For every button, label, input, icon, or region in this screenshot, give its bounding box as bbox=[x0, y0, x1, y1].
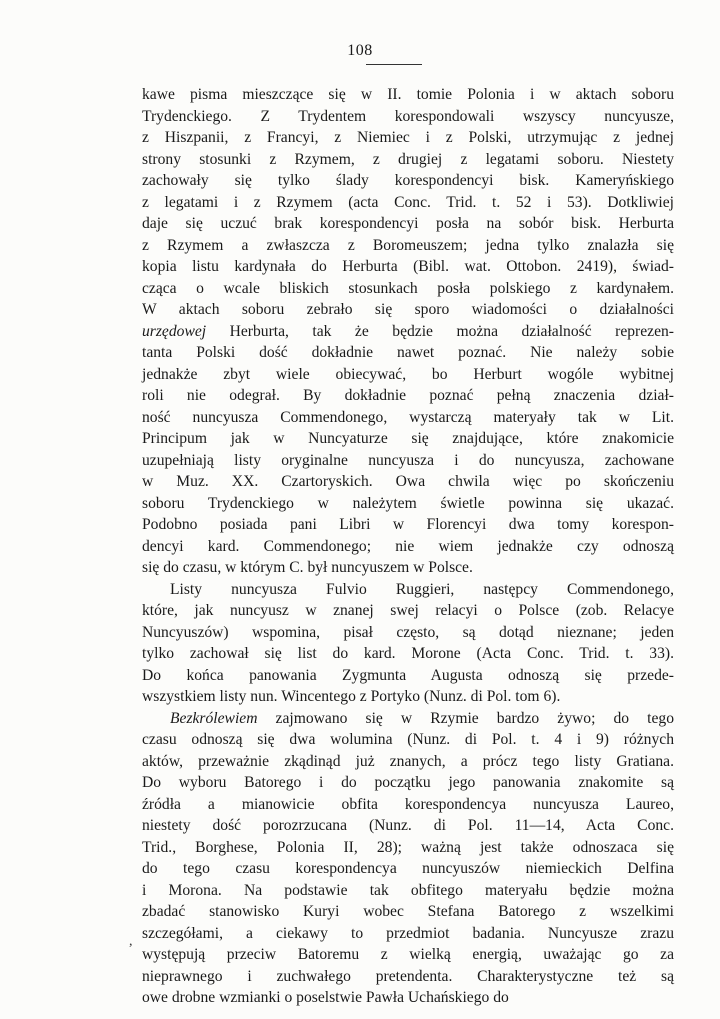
text-line: tanta Polski dość dokładnie nawet poznać. Nie należy sobie bbox=[142, 344, 674, 361]
text-line: dencyi kard. Commendonego; nie wiem jednakże czy odnoszą bbox=[142, 537, 674, 555]
text-line: owe drobne wzmianki o poselstwie Pawła Uchańskiego do bbox=[142, 989, 509, 1006]
text-line: występują przeciw Batoremu z wielką energią, uważając go za bbox=[142, 946, 674, 963]
text-line: cząca o wcale bliskich stosunkach posła polskiego z kardynałem. bbox=[142, 279, 674, 297]
text-line bbox=[142, 321, 674, 343]
text-line: Nuncyuszów) wspomina, pisał często, są dotąd nieznane; jeden bbox=[142, 623, 674, 641]
text-line: zbadać stanowisko Kuryi wobec Stefana Batorego z wszelkimi bbox=[142, 903, 674, 920]
text-line: źródła a mianowicie obfita korespondencya nuncyusza Laureo, bbox=[142, 795, 674, 813]
text-line: Trydenckiego. Z Trydentem korespondowali wszyscy nuncyusze, bbox=[142, 107, 674, 125]
text-line: z Hiszpanii, z Francyi, z Niemiec i z Polski, utrzymując z jednej bbox=[142, 129, 674, 146]
text-line: czasu odnoszą się dwa wolumina (Nunz. di Pol. t. 4 i 9) różnych bbox=[142, 731, 674, 748]
text-line: Podobno posiada pani Libri w Florencyi dwa tomy korespon- bbox=[142, 516, 674, 533]
text-line: uzupełniają listy oryginalne nuncyusza i do nuncyusza, zachowane bbox=[142, 451, 674, 469]
emphasized-term: urzędowej bbox=[142, 322, 207, 340]
text-line: które, jak nuncyusz w znanej swej relacyi o Polsce (zob. Relacye bbox=[142, 602, 674, 619]
text-line: kawe pisma mieszczące się w II. tomie Polonia i w aktach soboru bbox=[142, 86, 674, 103]
page-number-rule bbox=[366, 64, 422, 65]
text-line: Do wyboru Batorego i do początku jego panowania znakomite są bbox=[142, 774, 674, 791]
text-line: Listy nuncyusza Fulvio Ruggieri, następcy Commendonego, bbox=[170, 580, 674, 598]
text-line: niestety dość porozrzucana (Nunz. di Pol. 11—14, Acta Conc. bbox=[142, 817, 674, 834]
text-line: wszystkiem listy nun. Wincentego z Portyko (Nunz. di Pol. tom 6). bbox=[142, 688, 561, 705]
text-line: szczegółami, a ciekawy to przedmiot badania. Nuncyusze zrazu bbox=[142, 924, 674, 942]
paragraph bbox=[142, 708, 674, 1009]
text-line: z legatami i z Rzymem (acta Conc. Trid. t. 52 i 53). Dotkliwiej bbox=[142, 193, 674, 211]
text-line: jednakże zbyt wiele obiecywać, bo Herburt wogóle wybitnej bbox=[142, 365, 674, 383]
stray-mark: , bbox=[129, 934, 133, 949]
body-text bbox=[142, 84, 674, 1009]
text-line: do tego czasu korespondencya nuncyuszów niemieckich Delfina bbox=[142, 860, 674, 877]
text-span: zajmowano się w Rzymie bardzo żywo; do tego bbox=[257, 709, 674, 727]
text-line bbox=[142, 708, 674, 730]
text-line: się do czasu, w którym C. był nuncyuszem w Polsce. bbox=[142, 559, 473, 576]
text-line: roli nie odegrał. By dokładnie poznać pełną znaczenia dział- bbox=[142, 387, 674, 404]
text-line: Principum jak w Nuncyaturze się znajdujące, które znakomicie bbox=[142, 430, 674, 447]
text-line: strony stosunki z Rzymem, z drugiej z legatami soboru. Niestety bbox=[142, 150, 674, 168]
text-line: aktów, przeważnie zkądinąd już znanych, a prócz tego listy Gratiana. bbox=[142, 752, 674, 770]
text-line: ność nuncyusza Commendonego, wystarczą materyały tak w Lit. bbox=[142, 408, 674, 426]
text-line: w Muz. XX. Czartoryskich. Owa chwila więc po skończeniu bbox=[142, 473, 674, 490]
text-line: nieprawnego i zuchwałego pretendenta. Charakterystyczne też są bbox=[142, 967, 674, 985]
text-span: Herburta, tak że będzie można działalność reprezen- bbox=[206, 322, 674, 340]
text-line: Trid., Borghese, Polonia II, 28); ważną jest także odnoszaca się bbox=[142, 838, 674, 856]
text-line: daje się uczuć brak korespondencyi posła na sobór bisk. Herburta bbox=[142, 215, 674, 232]
text-line: i Morona. Na podstawie tak obfitego materyału będzie można bbox=[142, 881, 674, 899]
text-line: zachowały się tylko ślady korespondencyi bisk. Kameryńskiego bbox=[142, 172, 674, 189]
paragraph bbox=[142, 84, 674, 579]
page-number: 108 bbox=[347, 42, 373, 59]
paragraph bbox=[142, 579, 674, 708]
text-line: z Rzymem a zwłaszcza z Boromeuszem; jedna tylko znalazła się bbox=[142, 236, 674, 254]
emphasized-term: Bezkrólewiem bbox=[170, 709, 258, 727]
text-line: W aktach soboru zebrało się sporo wiadomości o działalności bbox=[142, 301, 674, 318]
text-line: kopia listu kardynała do Herburta (Bibl. wat. Ottobon. 2419), świad- bbox=[142, 258, 674, 275]
text-line: tylko zachował się list do kard. Morone (Acta Conc. Trid. t. 33). bbox=[142, 645, 674, 662]
text-line: soboru Trydenckiego w należytem świetle powinna się ukazać. bbox=[142, 494, 674, 512]
text-line: Do końca panowania Zygmunta Augusta odnoszą się przede- bbox=[142, 666, 674, 684]
